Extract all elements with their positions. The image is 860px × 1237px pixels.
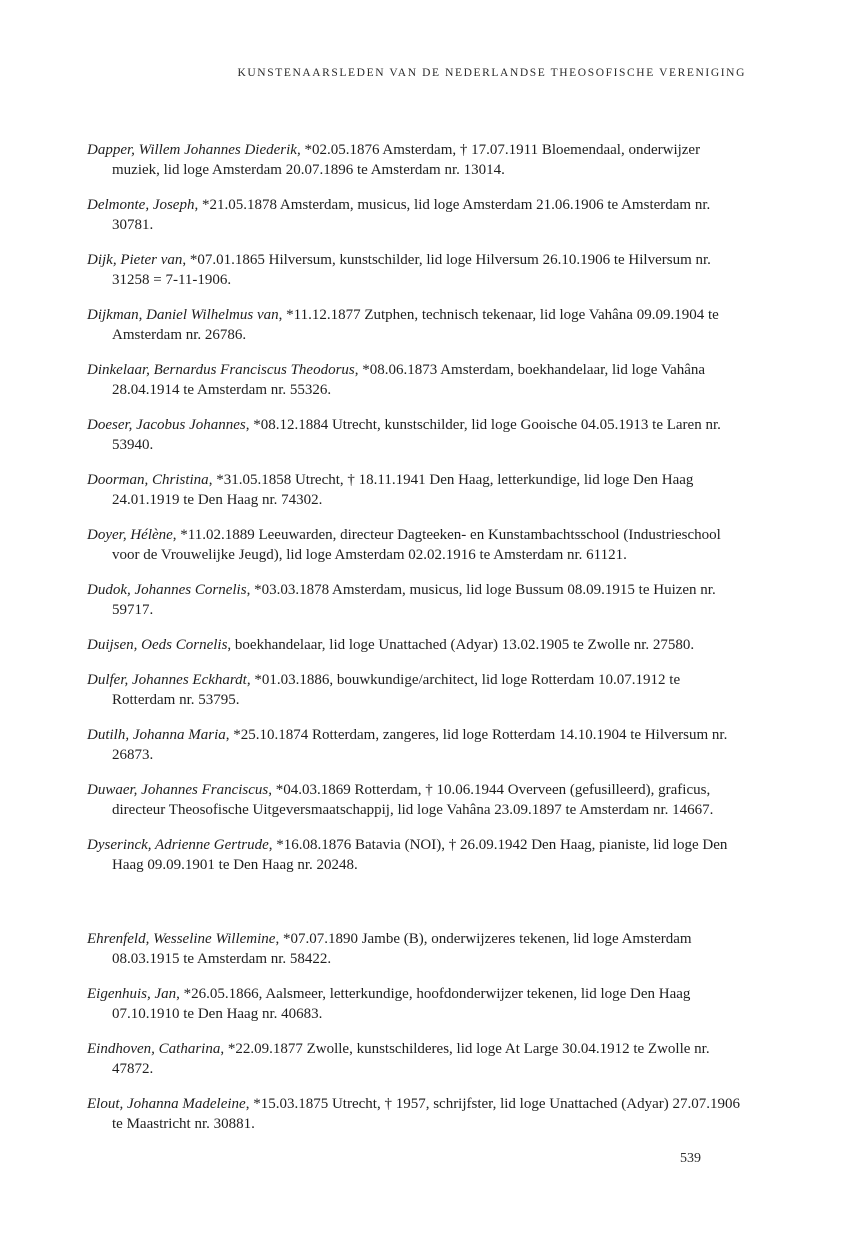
entry-name: Dulfer, Johannes Eckhardt <box>87 672 247 688</box>
entry-name: Duijsen, Oeds Cornelis <box>87 637 228 653</box>
entry-name: Dijkman, Daniel Wilhelmus van <box>87 307 279 323</box>
entry-details: , *22.09.1877 Zwolle, kunstschilderes, lid loge At Large 30.04.1912 te Zwolle nr. 47872. <box>112 1041 710 1077</box>
entry-details: , *31.05.1858 Utrecht, † 18.11.1941 Den Haag, letterkundige, lid loge Den Haag 24.01.1919 te Den Haag nr. 74302. <box>112 472 694 508</box>
register-entry <box>87 635 742 655</box>
page-number: 539 <box>680 1151 701 1166</box>
register-entry <box>87 780 742 820</box>
entry-details: , *26.05.1866, Aalsmeer, letterkundige, hoofdonderwijzer tekenen, lid loge Den Haag 07.10.1910 te Den Haag nr. 40683. <box>112 986 691 1022</box>
entry-name: Eigenhuis, Jan <box>87 986 177 1002</box>
entry-name: Doorman, Christina <box>87 472 209 488</box>
section-divider <box>87 886 742 914</box>
register-entries <box>87 125 742 1145</box>
running-head: KUNSTENAARSLEDEN VAN DE NEDERLANDSE THEOSOFISCHE VERENIGING <box>237 67 746 79</box>
entry-name: Elout, Johanna Madeleine <box>87 1096 246 1112</box>
entry-name: Dapper, Willem Johannes Diederik <box>87 142 297 158</box>
register-entry <box>87 984 742 1024</box>
entries-group-d <box>87 140 742 875</box>
entries-group-e <box>87 929 742 1134</box>
entry-name: Dudok, Johannes Cornelis <box>87 582 247 598</box>
entry-details: , *11.12.1877 Zutphen, technisch tekenaar, lid loge Vahâna 09.09.1904 te Amsterdam nr. 26786. <box>112 307 719 343</box>
register-entry <box>87 1094 742 1134</box>
register-entry <box>87 525 742 565</box>
entry-details: , *08.06.1873 Amsterdam, boekhandelaar, lid loge Vahâna 28.04.1914 te Amsterdam nr. 55326. <box>112 362 706 398</box>
entry-details: , *02.05.1876 Amsterdam, † 17.07.1911 Bloemendaal, onderwijzer muziek, lid loge Amsterdam 20.07.1896 te Amsterdam nr. 13014. <box>112 142 701 178</box>
register-entry <box>87 360 742 400</box>
register-entry <box>87 929 742 969</box>
entry-name: Delmonte, Joseph <box>87 197 195 213</box>
entry-details: , *03.03.1878 Amsterdam, musicus, lid loge Bussum 08.09.1915 te Huizen nr. 59717. <box>112 582 716 618</box>
register-entry <box>87 140 742 180</box>
register-entry <box>87 195 742 235</box>
entry-details: , *25.10.1874 Rotterdam, zangeres, lid loge Rotterdam 14.10.1904 te Hilversum nr. 26873. <box>112 727 728 763</box>
entry-details: , *16.08.1876 Batavia (NOI), † 26.09.1942 Den Haag, pianiste, lid loge Den Haag 09.09.1901 te Den Haag nr. 20248. <box>112 837 728 873</box>
entry-details: , *07.07.1890 Jambe (B), onderwijzeres tekenen, lid loge Amsterdam 08.03.1915 te Amsterdam nr. 58422. <box>112 931 692 967</box>
register-entry <box>87 580 742 620</box>
register-entry <box>87 725 742 765</box>
register-entry <box>87 470 742 510</box>
register-entry <box>87 415 742 455</box>
entry-details: , *07.01.1865 Hilversum, kunstschilder, lid loge Hilversum 26.10.1906 te Hilversum nr. 31258 = 7-11-1906. <box>112 252 711 288</box>
entry-name: Dinkelaar, Bernardus Franciscus Theodorus <box>87 362 355 378</box>
entry-details: , *21.05.1878 Amsterdam, musicus, lid loge Amsterdam 21.06.1906 te Amsterdam nr. 30781. <box>112 197 711 233</box>
entry-name: Duwaer, Johannes Franciscus <box>87 782 269 798</box>
entry-name: Ehrenfeld, Wesseline Willemine <box>87 931 276 947</box>
entry-name: Doyer, Hélène <box>87 527 173 543</box>
register-entry <box>87 250 742 290</box>
register-entry <box>87 1039 742 1079</box>
entry-details: , *08.12.1884 Utrecht, kunstschilder, lid loge Gooische 04.05.1913 te Laren nr. 53940. <box>112 417 721 453</box>
register-entry <box>87 305 742 345</box>
entry-details: , *11.02.1889 Leeuwarden, directeur Dagteeken- en Kunstambachtsschool (Industrieschool voor de Vrouwelijke Jeugd), lid loge Amsterdam 02.02.1916 te Amsterdam nr. 61121. <box>112 527 721 563</box>
entry-name: Dutilh, Johanna Maria <box>87 727 226 743</box>
entry-details: , *01.03.1886, bouwkundige/architect, lid loge Rotterdam 10.07.1912 te Rotterdam nr. 53795. <box>112 672 681 708</box>
entry-name: Dijk, Pieter van <box>87 252 183 268</box>
entry-details: , boekhandelaar, lid loge Unattached (Adyar) 13.02.1905 te Zwolle nr. 27580. <box>227 637 695 653</box>
entry-name: Eindhoven, Catharina <box>87 1041 221 1057</box>
entry-name: Doeser, Jacobus Johannes <box>87 417 246 433</box>
entry-name: Dyserinck, Adrienne Gertrude <box>87 837 269 853</box>
register-entry <box>87 670 742 710</box>
entry-details: , *04.03.1869 Rotterdam, † 10.06.1944 Overveen (gefusilleerd), graficus, directeur Theosofische Uitgeversmaatschappij, lid loge Vahâna 23.09.1897 te Amsterdam nr. 14667. <box>112 782 714 818</box>
register-entry <box>87 835 742 875</box>
entry-details: , *15.03.1875 Utrecht, † 1957, schrijfster, lid loge Unattached (Adyar) 27.07.1906 te Maastricht nr. 30881. <box>112 1096 741 1132</box>
